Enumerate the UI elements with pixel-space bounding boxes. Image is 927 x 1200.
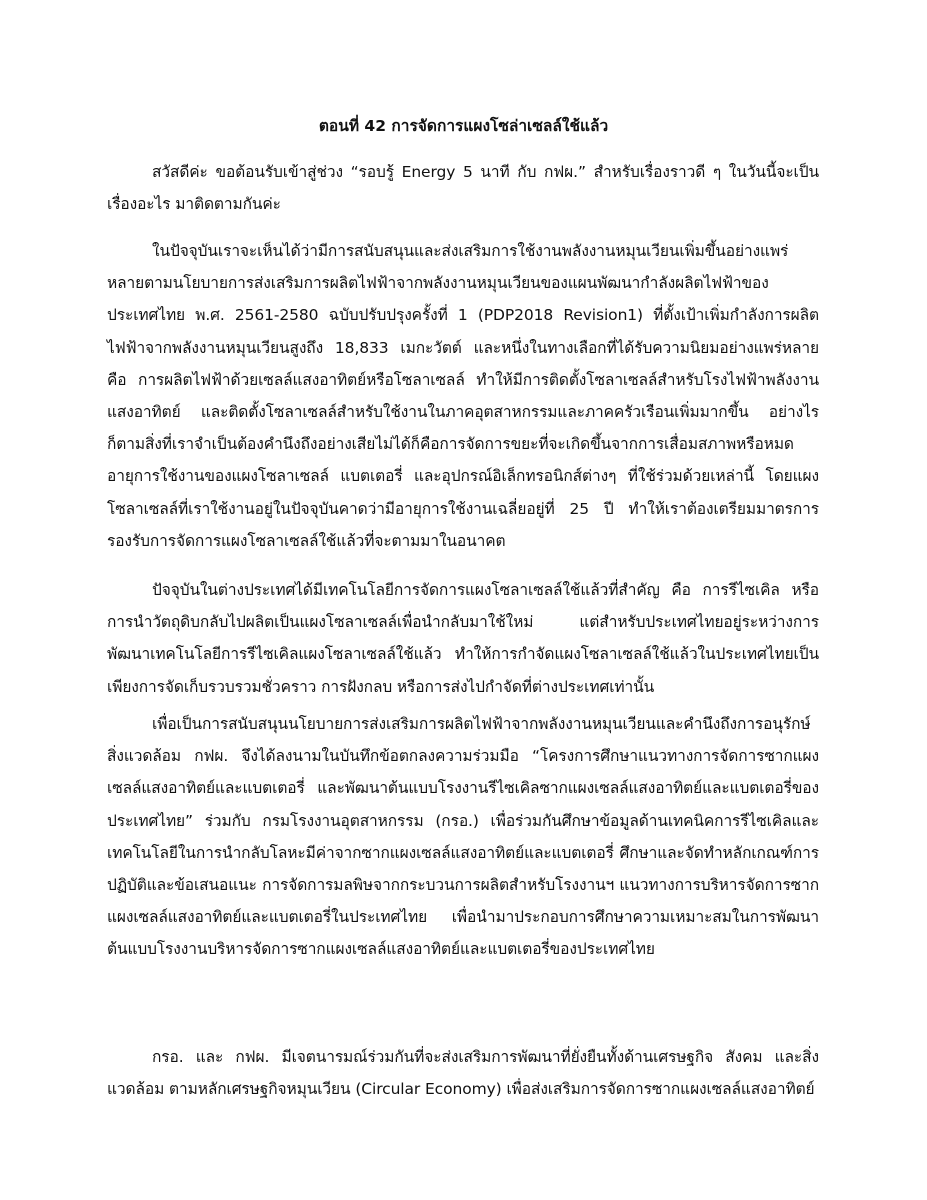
paragraph-recycling-technology: ปัจจุบันในต่างประเทศได้มีเทคโนโลยีการจัดการแผงโซลาเซลล์ใช้แล้วที่สำคัญ คือ การรีไซเคิล หรือ การนำวัตถุดิบกลับไปผลิตเป็นแผงโซลาเซลล์เพื่อนำกลับมาใช้ใหม่ แต่สำหรับประเทศไทยอยู่ระหว่างการพัฒนาเทคโนโลยีการรีไซเคิลแผงโซลาเซลล์ใช้แล้ว ทำให้การกำจัดแผงโซลาเซลล์ใช้แล้วในประเทศไทยเป็นเพียงการจัดเก็บรวบรวมชั่วคราว การฝังกลบ หรือการส่งไปกำจัดที่ต่างประเทศเท่านั้น xyxy=(107,581,819,696)
paragraph-mou-cooperation: เพื่อเป็นการสนับสนุนนโยบายการส่งเสริมการผลิตไฟฟ้าจากพลังงานหมุนเวียนและคำนึงถึงการอนุรักษ์สิ่งแวดล้อม กฟผ. จึงได้ลงนามในบันทึกข้อตกลงความร่วมมือ “โครงการศึกษาแนวทางการจัดการซากแผงเซลล์แสงอาทิตย์และแบตเตอรี่ และพัฒนาต้นแบบโรงงานรีไซเคิลซากแผงเซลล์แสงอาทิตย์และแบตเตอรี่ของประเทศไทย” ร่วมกับ กรมโรงงานอุตสาหกรรม (กรอ.) เพื่อร่วมกันศึกษาข้อมูลด้านเทคนิคการรีไซเคิลและเทคโนโลยีในการนำกลับโลหะมีค่าจากซากแผงเซลล์แสงอาทิตย์และแบตเตอรี่ ศึกษาและจัดทำหลักเกณฑ์การปฏิบัติและข้อเสนอแนะ การจัดการมลพิษจากกระบวนการผลิตสำหรับโรงงานฯ แนวทางการบริหารจัดการซากแผงเซลล์แสงอาทิตย์และแบตเตอรี่ในประเทศไทย เพื่อนำมาประกอบการศึกษาความเหมาะสมในการพัฒนาต้นแบบโรงงานบริหารจัดการซากแผงเซลล์แสงอาทิตย์และแบตเตอรี่ของประเทศไทย xyxy=(107,715,819,959)
paragraph-greeting: สวัสดีค่ะ ขอต้อนรับเข้าสู่ช่วง “รอบรู้ Energy 5 นาที กับ กฟผ.” สำหรับเรื่องราวดี ๆ ในวันนี้จะเป็นเรื่องอะไร มาติดตามกันค่ะ xyxy=(107,163,819,214)
document-title: ตอนที่ 42 การจัดการแผงโซล่าเซลล์ใช้แล้ว xyxy=(318,117,609,135)
paragraph-circular-economy: กรอ. และ กฟผ. มีเจตนารมณ์ร่วมกันที่จะส่งเสริมการพัฒนาที่ยั่งยืนทั้งด้านเศรษฐกิจ สังคม และสิ่งแวดล้อม ตามหลักเศรษฐกิจหมุนเวียน (Circular Economy) เพื่อส่งเสริมการจัดการซากแผงเซลล์แสงอาทิตย์ xyxy=(107,1048,819,1099)
paragraph-renewable-policy: ในปัจจุบันเราจะเห็นได้ว่ามีการสนับสนุนและส่งเสริมการใช้งานพลังงานหมุนเวียนเพิ่มขึ้นอย่างแพร่หลายตามนโยบายการส่งเสริมการผลิตไฟฟ้าจากพลังงานหมุนเวียนของแผนพัฒนากำลังผลิตไฟฟ้าของประเทศไทย พ.ศ. 2561-2580 ฉบับปรับปรุงครั้งที่ 1 (PDP2018 Revision1) ที่ตั้งเป้าเพิ่มกำลังการผลิตไฟฟ้าจากพลังงานหมุนเวียนสูงถึง 18,833 เมกะวัตต์ และหนึ่งในทางเลือกที่ได้รับความนิยมอย่างแพร่หลาย คือ การผลิตไฟฟ้าด้วยเซลล์แสงอาทิตย์หรือโซลาเซลล์ ทำให้มีการติดตั้งโซลาเซลล์สำหรับโรงไฟฟ้าพลังงานแสงอาทิตย์ และติดตั้งโซลาเซลล์สำหรับใช้งานในภาคอุตสาหกรรมและภาคครัวเรือนเพิ่มมากขึ้น อย่างไรก็ตามสิ่งที่เราจำเป็นต้องคำนึงถึงอย่างเสียไม่ได้ก็คือการจัดการขยะที่จะเกิดขึ้นจากการเสื่อมสภาพหรือหมดอายุการใช้งานของแผงโซลาเซลล์ แบตเตอรี่ และอุปกรณ์อิเล็กทรอนิกส์ต่างๆ ที่ใช้ร่วมด้วยเหล่านี้ โดยแผงโซลาเซลล์ที่เราใช้งานอยู่ในปัจจุบันคาดว่ามีอายุการใช้งานเฉลี่ยอยู่ที่ 25 ปี ทำให้เราต้องเตรียมมาตรการรองรับการจัดการแผงโซลาเซลล์ใช้แล้วที่จะตามมาในอนาคต xyxy=(107,242,819,550)
